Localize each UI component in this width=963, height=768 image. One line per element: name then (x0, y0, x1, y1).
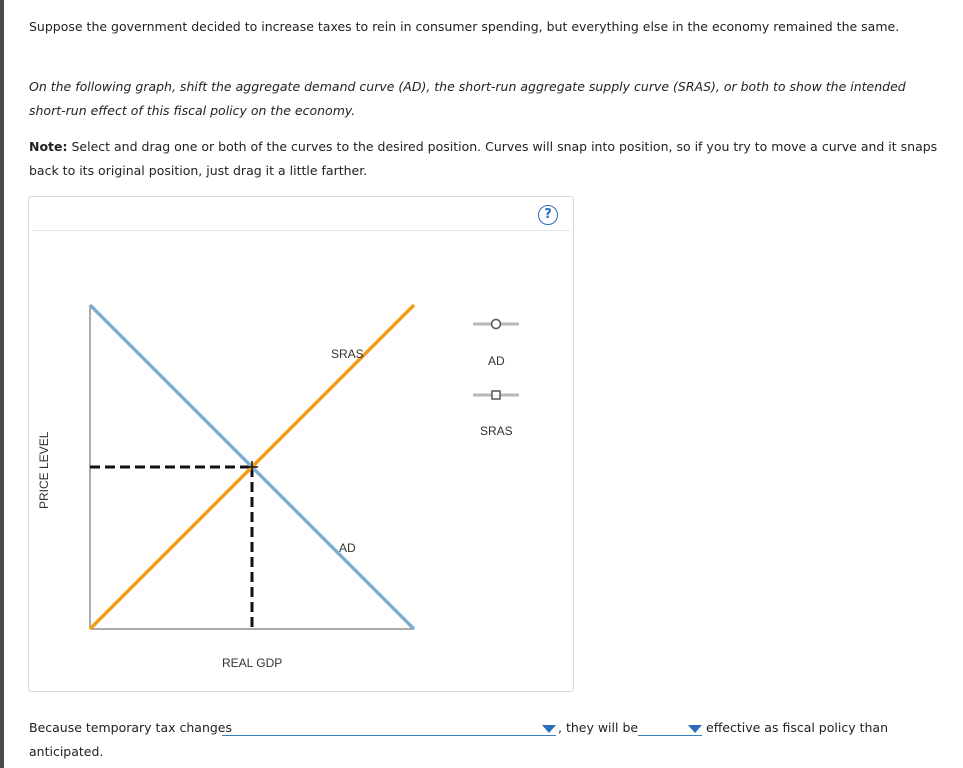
followup-text-1: Because temporary tax changes (29, 720, 233, 735)
help-icon[interactable]: ? (538, 205, 558, 225)
y-axis-label: PRICE LEVEL (37, 431, 51, 509)
question-instruction: On the following graph, shift the aggregate demand curve (AD), the short-run aggregate supply curve (SRAS), or both to show the intended short-run effect of this fiscal policy on the economy. (29, 79, 906, 118)
ad-tool-circle-icon (492, 320, 501, 329)
note-label: Note: (29, 139, 68, 154)
sras-tool-square-icon (492, 391, 500, 399)
legend-sras-label: SRAS (480, 424, 513, 438)
legend-ad-label: AD (488, 354, 505, 368)
followup-text-3: effective as fiscal policy than (706, 720, 888, 735)
x-axis-label: REAL GDP (222, 656, 283, 670)
followup-text-2: , they will be (558, 720, 639, 735)
chevron-down-icon (688, 725, 702, 733)
chevron-down-icon (542, 725, 556, 733)
tax-changes-dropdown[interactable] (222, 718, 556, 736)
effectiveness-dropdown[interactable] (638, 718, 702, 736)
followup-text-4: anticipated. (29, 744, 104, 759)
note-text: Select and drag one or both of the curves to the desired position. Curves will snap into position, so if you try to move a curve and it snaps back to its original position, just drag it a little farther. (29, 139, 938, 178)
ad-curve-label: AD (339, 541, 356, 555)
legend-sras-tool[interactable] (473, 391, 519, 399)
legend-ad-tool[interactable] (473, 320, 519, 329)
question-intro: Suppose the government decided to increase taxes to rein in consumer spending, but everything else in the economy remained the same. (29, 19, 900, 34)
sras-curve-label: SRAS (331, 347, 364, 361)
